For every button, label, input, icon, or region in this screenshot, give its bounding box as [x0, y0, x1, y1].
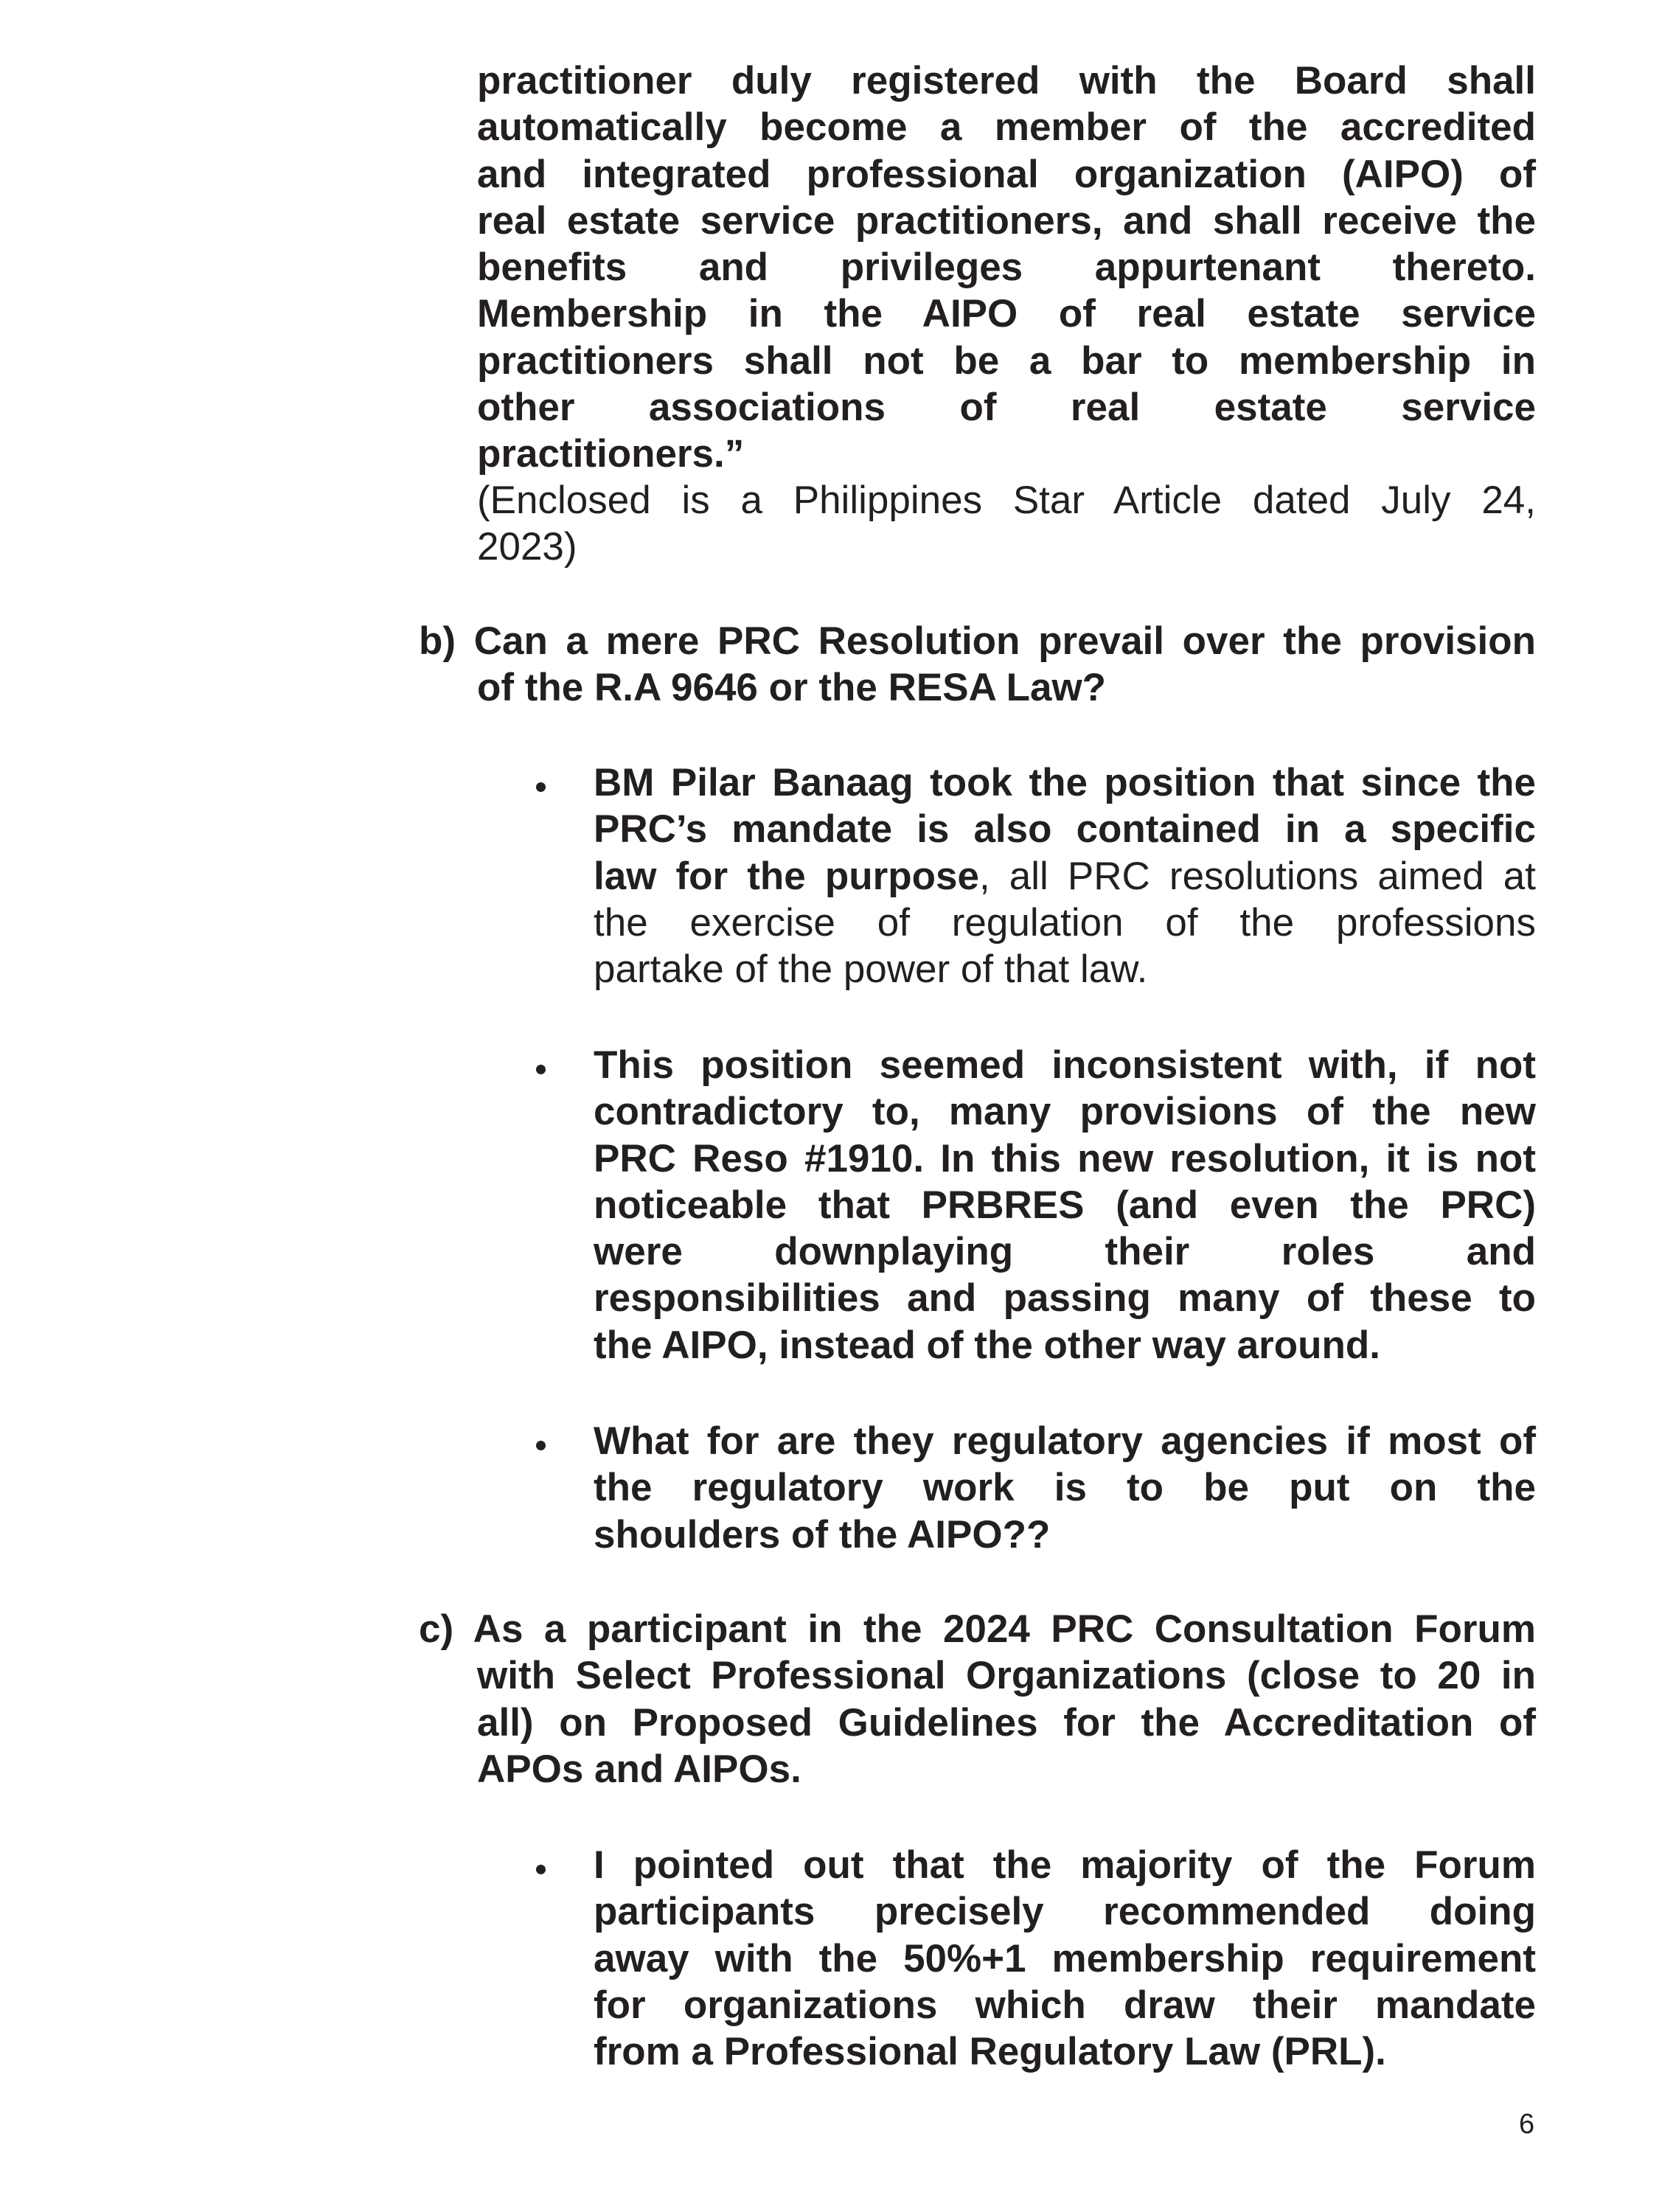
text-line: 2023) [477, 525, 577, 569]
text-line: shoulders of the AIPO?? [594, 1512, 1051, 1557]
text-line: real estate service practitioners, and shall receive the [477, 198, 1536, 243]
question-b-continuation [419, 664, 1536, 711]
text-line: I pointed out that the majority of the Forum [594, 1843, 1536, 1887]
text-line: participants precisely recommended doing [594, 1890, 1536, 1934]
bullet-icon [536, 1441, 546, 1450]
text-line: practitioners.” [477, 432, 745, 476]
text-line: away with the 50%+1 membership requirement [594, 1936, 1536, 1980]
text-line: for organizations which draw their mandate [594, 1983, 1536, 2027]
text-line: responsibilities and passing many of these to [594, 1276, 1536, 1321]
text-line: partake of the power of that law. [594, 947, 1148, 992]
text-line: benefits and privileges appurtenant thereto. [477, 246, 1536, 290]
text-line: practitioners shall not be a bar to membership in [477, 338, 1536, 383]
bold-phrase: law for the purpose [594, 854, 979, 898]
question-b [419, 618, 1536, 712]
bullet-banaag-position [594, 759, 1536, 992]
text-line: the AIPO, instead of the other way around. [594, 1323, 1380, 1367]
text-line: other associations of real estate service [477, 386, 1536, 430]
mixed-text-line [594, 853, 1536, 900]
text-line: What for are they regulatory agencies if most of [594, 1419, 1536, 1463]
question-c-continuation [419, 1652, 1536, 1792]
text-line: PRC’s mandate is also contained in a specific [594, 807, 1536, 852]
text-line: APOs and AIPOs. [477, 1747, 801, 1791]
bullet-forum-majority [594, 1842, 1536, 2075]
text-line: practitioner duly registered with the Board shall [477, 59, 1536, 102]
quoted-provision [477, 58, 1536, 478]
text-line: PRC Reso #1910. In this new resolution, it is not [594, 1136, 1536, 1180]
text-line: (Enclosed is a Philippines Star Article dated July 24, [477, 479, 1536, 522]
text-line: Membership in the AIPO of real estate service [477, 292, 1536, 336]
text-line: noticeable that PRBRES (and even the PRC) [594, 1183, 1536, 1227]
normal-phrase: , all PRC resolutions aimed at [978, 854, 1536, 898]
bullet-icon [536, 782, 546, 792]
text-line: all) on Proposed Guidelines for the Accreditation of [477, 1700, 1536, 1745]
page-number: 6 [1519, 2109, 1535, 2140]
text-line: BM Pilar Banaag took the position that since the [594, 761, 1536, 804]
text-line: automatically become a member of the accredited [477, 105, 1536, 150]
text-line: and integrated professional organization (AIPO) of [477, 152, 1536, 196]
text-line: from a Professional Regulatory Law (PRL). [594, 2030, 1386, 2074]
bullet-icon [536, 1865, 546, 1874]
text-line: the exercise of regulation of the professions [594, 900, 1536, 945]
text-line: of the R.A 9646 or the RESA Law? [477, 666, 1107, 710]
text-line: the regulatory work is to be put on the [594, 1466, 1536, 1510]
bullet-icon [536, 1065, 546, 1074]
question-b-first-line: b) Can a mere PRC Resolution prevail over the provision [419, 619, 1536, 663]
question-c [419, 1606, 1536, 1792]
question-c-first-line: c) As a participant in the 2024 PRC Consultation Forum [419, 1607, 1536, 1651]
text-line: This position seemed inconsistent with, if not [594, 1043, 1536, 1087]
text-line: with Select Professional Organizations (close to 20 in [477, 1654, 1536, 1698]
bullet-regulatory-agencies [594, 1418, 1536, 1558]
bullet-inconsistent-position [594, 1042, 1536, 1368]
enclosed-note [477, 477, 1536, 571]
text-line: were downplaying their roles and [594, 1230, 1536, 1274]
text-line: contradictory to, many provisions of the new [594, 1090, 1536, 1134]
